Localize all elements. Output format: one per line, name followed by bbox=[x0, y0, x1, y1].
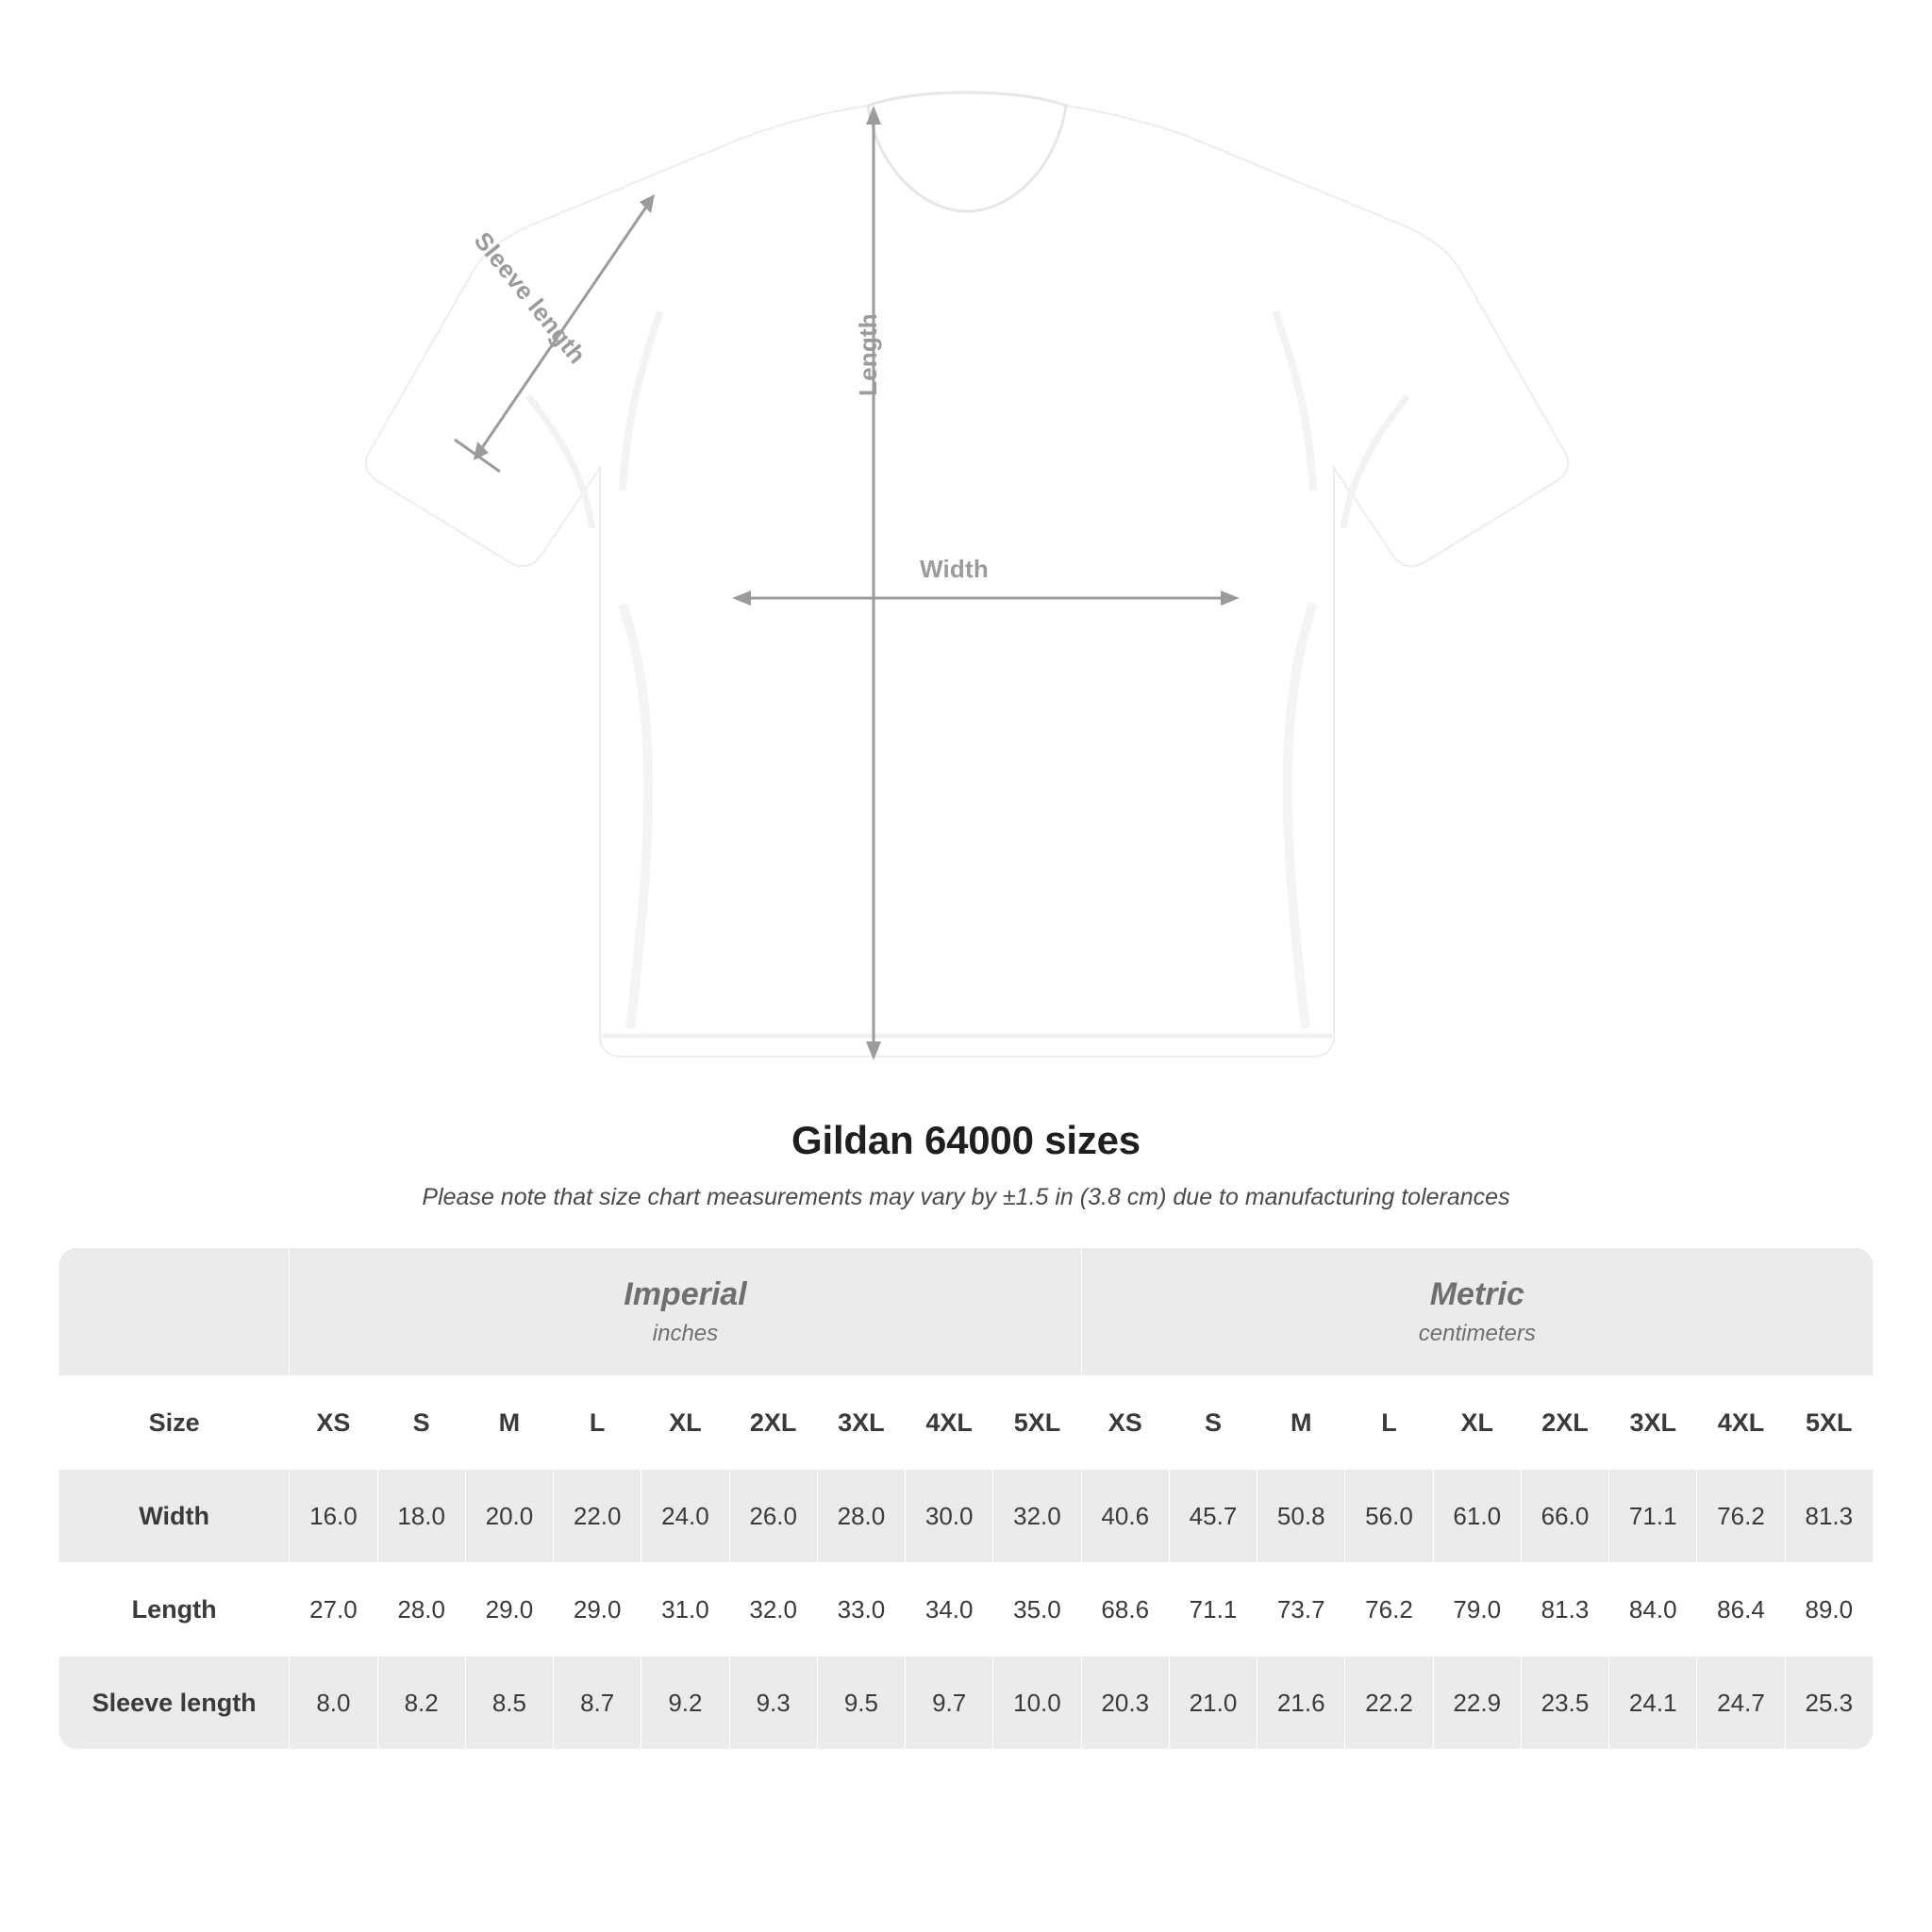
cell-sleeve-metric-xl: 22.9 bbox=[1433, 1657, 1521, 1750]
system-header-row bbox=[59, 1248, 1874, 1376]
row-label-width: Width bbox=[59, 1470, 290, 1563]
cell-length-imperial-xl: 31.0 bbox=[641, 1563, 729, 1657]
cell-sleeve-imperial-4xl: 9.7 bbox=[906, 1657, 993, 1750]
col-header-imperial-5xl: 5XL bbox=[993, 1376, 1081, 1470]
col-header-imperial-xs: XS bbox=[290, 1376, 377, 1470]
page-title: Gildan 64000 sizes bbox=[791, 1118, 1141, 1162]
cell-width-imperial-2xl: 26.0 bbox=[729, 1470, 817, 1563]
table-row-sleeve-length bbox=[59, 1657, 1874, 1750]
col-header-metric-4xl: 4XL bbox=[1697, 1376, 1785, 1470]
row-label-sleeve-length: Sleeve length bbox=[59, 1657, 290, 1750]
col-header-imperial-m: M bbox=[465, 1376, 553, 1470]
system-header-spacer bbox=[59, 1248, 290, 1376]
col-header-metric-3xl: 3XL bbox=[1609, 1376, 1697, 1470]
cell-length-metric-l: 76.2 bbox=[1345, 1563, 1433, 1657]
cell-sleeve-metric-3xl: 24.1 bbox=[1609, 1657, 1697, 1750]
col-header-metric-5xl: 5XL bbox=[1785, 1376, 1873, 1470]
cell-sleeve-metric-4xl: 24.7 bbox=[1697, 1657, 1785, 1750]
row-label-length: Length bbox=[59, 1563, 290, 1657]
cell-width-metric-5xl: 81.3 bbox=[1785, 1470, 1873, 1563]
cell-length-metric-s: 71.1 bbox=[1169, 1563, 1257, 1657]
size-table-container bbox=[58, 1247, 1874, 1750]
system-metric bbox=[1081, 1248, 1873, 1376]
cell-sleeve-imperial-xl: 9.2 bbox=[641, 1657, 729, 1750]
title-block bbox=[0, 1118, 1932, 1211]
cell-width-metric-4xl: 76.2 bbox=[1697, 1470, 1785, 1563]
cell-sleeve-metric-2xl: 23.5 bbox=[1521, 1657, 1608, 1750]
cell-sleeve-metric-5xl: 25.3 bbox=[1785, 1657, 1873, 1750]
cell-length-imperial-2xl: 32.0 bbox=[729, 1563, 817, 1657]
cell-sleeve-metric-l: 22.2 bbox=[1345, 1657, 1433, 1750]
col-header-imperial-xl: XL bbox=[641, 1376, 729, 1470]
col-header-imperial-2xl: 2XL bbox=[729, 1376, 817, 1470]
cell-sleeve-imperial-m: 8.5 bbox=[465, 1657, 553, 1750]
size-table bbox=[58, 1247, 1874, 1750]
width-dimension-label: Width bbox=[920, 555, 989, 583]
length-dimension-label: Length bbox=[854, 313, 882, 396]
tolerance-note: Please note that size chart measurements may vary by ±1.5 in (3.8 cm) due to manufacturing tolerances bbox=[422, 1184, 1510, 1210]
cell-width-imperial-xs: 16.0 bbox=[290, 1470, 377, 1563]
sleeve-length-dimension-label: Sleeve length bbox=[468, 226, 592, 370]
cell-length-imperial-4xl: 34.0 bbox=[906, 1563, 993, 1657]
cell-length-metric-2xl: 81.3 bbox=[1521, 1563, 1608, 1657]
system-metric-name: Metric bbox=[1429, 1276, 1524, 1312]
col-header-imperial-l: L bbox=[554, 1376, 641, 1470]
col-header-metric-2xl: 2XL bbox=[1521, 1376, 1608, 1470]
cell-length-metric-xs: 68.6 bbox=[1081, 1563, 1169, 1657]
cell-sleeve-imperial-2xl: 9.3 bbox=[729, 1657, 817, 1750]
col-header-metric-m: M bbox=[1257, 1376, 1345, 1470]
cell-length-imperial-xs: 27.0 bbox=[290, 1563, 377, 1657]
col-header-metric-xs: XS bbox=[1081, 1376, 1169, 1470]
system-imperial-unit: inches bbox=[652, 1321, 719, 1346]
cell-width-imperial-3xl: 28.0 bbox=[817, 1470, 905, 1563]
col-header-imperial-4xl: 4XL bbox=[906, 1376, 993, 1470]
col-header-imperial-s: S bbox=[377, 1376, 465, 1470]
cell-sleeve-imperial-xs: 8.0 bbox=[290, 1657, 377, 1750]
cell-sleeve-metric-s: 21.0 bbox=[1169, 1657, 1257, 1750]
cell-length-imperial-s: 28.0 bbox=[377, 1563, 465, 1657]
cell-length-metric-3xl: 84.0 bbox=[1609, 1563, 1697, 1657]
cell-width-imperial-xl: 24.0 bbox=[641, 1470, 729, 1563]
cell-width-metric-xl: 61.0 bbox=[1433, 1470, 1521, 1563]
cell-sleeve-imperial-l: 8.7 bbox=[554, 1657, 641, 1750]
cell-width-metric-m: 50.8 bbox=[1257, 1470, 1345, 1563]
col-header-metric-l: L bbox=[1345, 1376, 1433, 1470]
cell-length-metric-4xl: 86.4 bbox=[1697, 1563, 1785, 1657]
cell-sleeve-imperial-3xl: 9.5 bbox=[817, 1657, 905, 1750]
cell-width-imperial-l: 22.0 bbox=[554, 1470, 641, 1563]
cell-sleeve-metric-m: 21.6 bbox=[1257, 1657, 1345, 1750]
cell-width-imperial-5xl: 32.0 bbox=[993, 1470, 1081, 1563]
cell-width-metric-2xl: 66.0 bbox=[1521, 1470, 1608, 1563]
cell-width-imperial-s: 18.0 bbox=[377, 1470, 465, 1563]
cell-length-metric-m: 73.7 bbox=[1257, 1563, 1345, 1657]
cell-length-imperial-l: 29.0 bbox=[554, 1563, 641, 1657]
cell-length-metric-xl: 79.0 bbox=[1433, 1563, 1521, 1657]
cell-width-metric-s: 45.7 bbox=[1169, 1470, 1257, 1563]
cell-length-imperial-3xl: 33.0 bbox=[817, 1563, 905, 1657]
cell-width-metric-xs: 40.6 bbox=[1081, 1470, 1169, 1563]
col-header-imperial-3xl: 3XL bbox=[817, 1376, 905, 1470]
table-row-width bbox=[59, 1470, 1874, 1563]
cell-sleeve-imperial-s: 8.2 bbox=[377, 1657, 465, 1750]
cell-width-imperial-m: 20.0 bbox=[465, 1470, 553, 1563]
row-header-size: Size bbox=[59, 1376, 290, 1470]
col-header-metric-s: S bbox=[1169, 1376, 1257, 1470]
system-imperial-name: Imperial bbox=[624, 1276, 747, 1312]
table-row-length bbox=[59, 1563, 1874, 1657]
column-header-row bbox=[59, 1376, 1874, 1470]
cell-sleeve-imperial-5xl: 10.0 bbox=[993, 1657, 1081, 1750]
cell-length-imperial-5xl: 35.0 bbox=[993, 1563, 1081, 1657]
col-header-metric-xl: XL bbox=[1433, 1376, 1521, 1470]
cell-width-imperial-4xl: 30.0 bbox=[906, 1470, 993, 1563]
cell-length-imperial-m: 29.0 bbox=[465, 1563, 553, 1657]
cell-sleeve-metric-xs: 20.3 bbox=[1081, 1657, 1169, 1750]
cell-width-metric-3xl: 71.1 bbox=[1609, 1470, 1697, 1563]
cell-length-metric-5xl: 89.0 bbox=[1785, 1563, 1873, 1657]
system-metric-unit: centimeters bbox=[1418, 1321, 1536, 1346]
cell-width-metric-l: 56.0 bbox=[1345, 1470, 1433, 1563]
system-imperial bbox=[290, 1248, 1081, 1376]
